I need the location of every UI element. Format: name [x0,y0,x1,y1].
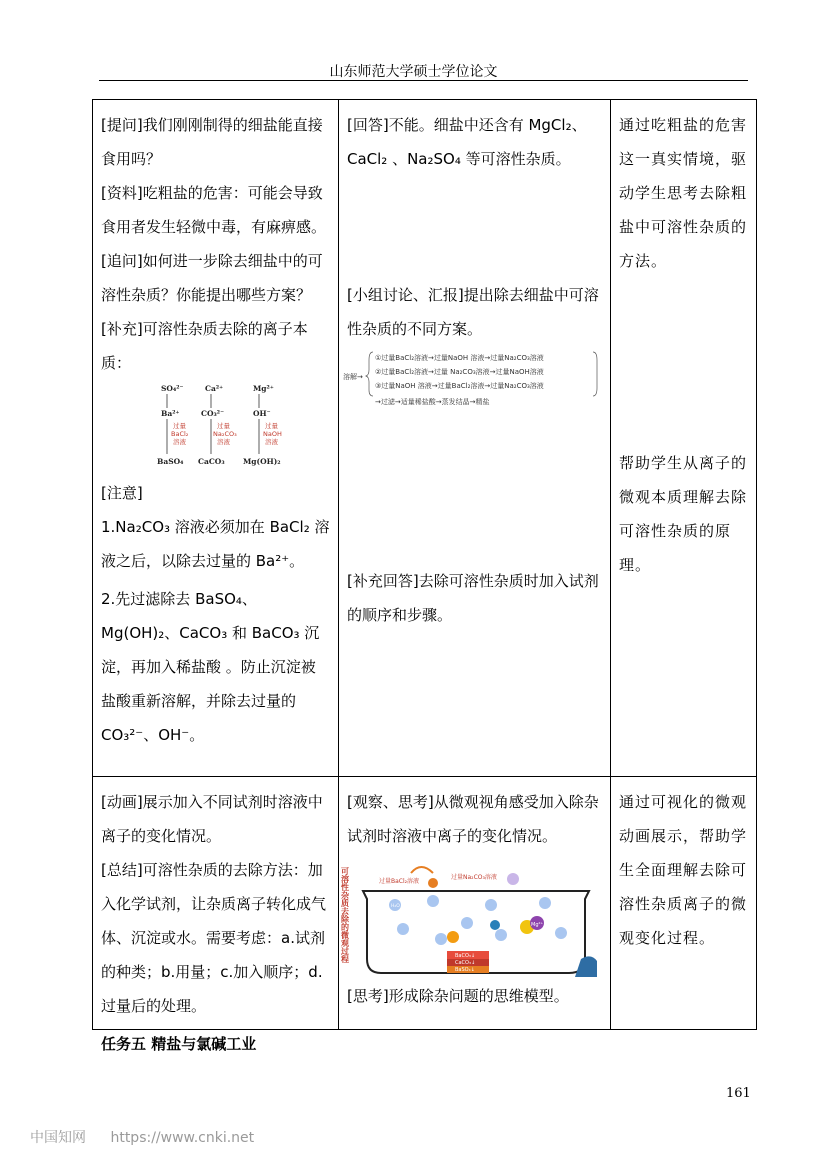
svg-text:溶液: 溶液 [173,438,186,446]
ion-mid-3: OH⁻ [253,409,271,418]
supplement-answer-text: [补充回答]去除可溶性杂质时加入试剂的顺序和步骤。 [347,572,599,624]
purification-scheme [341,348,599,412]
svg-text:过量Na₂CO₃溶液: 过量Na₂CO₃溶液 [451,874,497,881]
observe-text: [观察、思考]从微观视角感受加入除杂试剂时溶液中离子的变化情况。 [347,793,599,845]
ion-removal-diagram [101,382,329,474]
question-text: [提问]我们刚刚制得的细盐能直接食用吗？ [101,116,323,168]
intent-text-3: 通过可视化的微观动画展示，帮助学生全面理解去除可溶性杂质离子的微观变化过程。 [619,793,748,947]
summary-text: [总结]可溶性杂质的去除方法：加入化学试剂，让杂质离子转化成气体、沉淀或水。需要考虑：a.试剂的种类；b.用量；c.加入顺序；d.过量后的处理。 [101,861,327,1015]
animation-text: [动画]展示加入不同试剂时溶液中离子的变化情况。 [101,793,323,845]
table-row [93,100,757,777]
note-1: 1.Na₂CO₃ 溶液必须加在 BaCl₂ 溶液之后，以除去过量的 Ba²⁺。 [101,518,330,570]
ion-top-2: Ca²⁺ [205,384,224,393]
svg-text:→过滤→适量稀盐酸→蒸发结晶→精盐: →过滤→适量稀盐酸→蒸发结晶→精盐 [375,398,490,406]
svg-text:过量: 过量 [173,422,186,430]
header-rule [99,80,748,81]
svg-text:过量: 过量 [265,422,278,430]
svg-text:③过量NaOH 溶液→过量BaCl₂溶液→过量Na₂CO₃溶: ③过量NaOH 溶液→过量BaCl₂溶液→过量Na₂CO₃溶液 [375,382,544,390]
svg-text:BaCO₃↓: BaCO₃↓ [455,953,476,959]
table-row [93,777,757,1030]
precip-1: BaSO₄ [157,457,184,466]
svg-text:可溶性杂质去除的微观过程: 可溶性杂质去除的微观过程 [341,867,350,963]
group-discussion-text: [小组讨论、汇报]提出除去细盐中可溶性杂质的不同方案。 [347,286,599,338]
reference-text: [资料]吃粗盐的危害：可能会导致食用者发生轻微中毒，有麻痹感。 [101,184,327,236]
think-text: [思考]形成除杂问题的思维模型。 [347,987,569,1005]
teacher-activity-cell [93,100,339,777]
svg-text:过量: 过量 [217,422,230,430]
design-intent-cell [611,100,757,777]
intent-text-2: 帮助学生从离子的微观本质理解去除可溶性杂质的原理。 [619,454,748,574]
page-number: 161 [726,1086,751,1101]
svg-text:NaOH: NaOH [263,430,282,438]
svg-text:①过量BaCl₂溶液→过量NaOH 溶液→过量Na₂CO₃溶: ①过量BaCl₂溶液→过量NaOH 溶液→过量Na₂CO₃溶液 [375,354,544,362]
micro-animation-image [341,855,599,977]
svg-text:BaSO₄↓: BaSO₄↓ [455,967,475,973]
svg-text:溶解→: 溶解→ [343,373,363,381]
svg-text:Na₂CO₃: Na₂CO₃ [213,430,237,438]
lesson-table [92,99,757,1030]
answer-text: [回答]不能。细盐中还含有 MgCl₂、CaCl₂ 、Na₂SO₄ 等可溶性杂质。 [347,116,587,168]
intent-text-1: 通过吃粗盐的危害这一真实情境，驱动学生思考去除粗盐中可溶性杂质的方法。 [619,116,748,270]
svg-text:Mg²⁺: Mg²⁺ [531,922,544,928]
running-header: 山东师范大学硕士学位论文 [329,64,498,80]
svg-text:溶液: 溶液 [217,438,230,446]
svg-text:CaCO₃↓: CaCO₃↓ [455,960,476,966]
ion-top-1: SO₄²⁻ [161,384,184,393]
svg-text:BaCl₂: BaCl₂ [171,430,189,438]
follow-up-question: [追问]如何进一步除去细盐中的可溶性杂质？你能提出哪些方案？ [101,252,323,304]
student-activity-cell [339,100,611,777]
svg-text:H₂O: H₂O [391,904,400,909]
ion-mid-2: CO₃²⁻ [201,409,225,418]
svg-text:溶液: 溶液 [265,438,278,446]
svg-text:②过量BaCl₂溶液→过量 Na₂CO₃溶液→过量NaOH溶: ②过量BaCl₂溶液→过量 Na₂CO₃溶液→过量NaOH溶液 [375,368,544,376]
watermark-url: https://www.cnki.net [110,1130,255,1146]
section-heading: 任务五 精盐与氯碱工业 [101,1035,257,1053]
design-intent-cell [611,777,757,1030]
note-2: 2.先过滤除去 BaSO₄、Mg(OH)₂、CaCO₃ 和 BaCO₃ 沉淀，再加入稀盐酸 。防止沉淀被盐酸重新溶解，并除去过量的 CO₃²⁻、OH⁻。 [101,590,320,744]
svg-text:过量BaCl₂溶液: 过量BaCl₂溶液 [379,878,420,885]
precip-2: CaCO₃ [198,457,225,466]
supplement-text: [补充]可溶性杂质去除的离子本质： [101,320,308,372]
watermark-cnki: 中国知网 [30,1130,86,1146]
watermark [30,1127,274,1147]
ion-top-3: Mg²⁺ [253,384,274,393]
student-activity-cell [339,777,611,1030]
note-title: [注意] [101,484,143,502]
teacher-activity-cell [93,777,339,1030]
precip-3: Mg(OH)₂ [243,457,281,466]
ion-mid-1: Ba²⁺ [161,409,180,418]
